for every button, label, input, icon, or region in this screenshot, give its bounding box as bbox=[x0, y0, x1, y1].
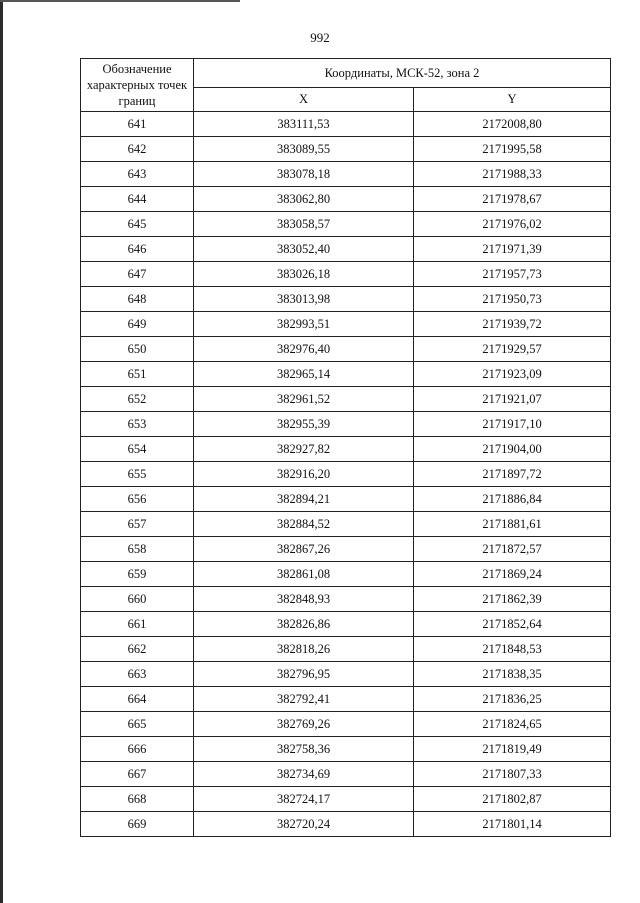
table-row bbox=[81, 312, 611, 337]
table-row bbox=[81, 362, 611, 387]
y-coordinate-cell: 2171988,33 bbox=[414, 162, 611, 187]
table-row bbox=[81, 612, 611, 637]
point-id-cell: 658 bbox=[81, 537, 194, 562]
x-coordinate-cell: 382976,40 bbox=[194, 337, 414, 362]
point-id-cell: 649 bbox=[81, 312, 194, 337]
y-coordinate-cell: 2171950,73 bbox=[414, 287, 611, 312]
x-coordinate-cell: 382961,52 bbox=[194, 387, 414, 412]
x-coordinate-cell: 382965,14 bbox=[194, 362, 414, 387]
point-id-cell: 659 bbox=[81, 562, 194, 587]
x-coordinate-cell: 383078,18 bbox=[194, 162, 414, 187]
point-id-cell: 666 bbox=[81, 737, 194, 762]
y-coordinate-cell: 2171801,14 bbox=[414, 812, 611, 837]
x-coordinate-cell: 382916,20 bbox=[194, 462, 414, 487]
table-row bbox=[81, 662, 611, 687]
y-coordinate-cell: 2171929,57 bbox=[414, 337, 611, 362]
y-coordinate-cell: 2171904,00 bbox=[414, 437, 611, 462]
table-row bbox=[81, 587, 611, 612]
x-coordinate-cell: 382769,26 bbox=[194, 712, 414, 737]
y-coordinate-cell: 2171838,35 bbox=[414, 662, 611, 687]
table-row bbox=[81, 762, 611, 787]
x-coordinate-cell: 383026,18 bbox=[194, 262, 414, 287]
point-id-cell: 667 bbox=[81, 762, 194, 787]
x-coordinate-cell: 382724,17 bbox=[194, 787, 414, 812]
y-coordinate-cell: 2171957,73 bbox=[414, 262, 611, 287]
y-coordinate-cell: 2171917,10 bbox=[414, 412, 611, 437]
table-row bbox=[81, 487, 611, 512]
x-coordinate-cell: 383058,57 bbox=[194, 212, 414, 237]
table-row bbox=[81, 737, 611, 762]
point-id-cell: 644 bbox=[81, 187, 194, 212]
y-coordinate-cell: 2171886,84 bbox=[414, 487, 611, 512]
table-row bbox=[81, 437, 611, 462]
point-id-cell: 648 bbox=[81, 287, 194, 312]
y-coordinate-cell: 2171978,67 bbox=[414, 187, 611, 212]
table-row bbox=[81, 462, 611, 487]
x-coordinate-cell: 382884,52 bbox=[194, 512, 414, 537]
scan-top-edge bbox=[0, 0, 240, 2]
y-coordinate-cell: 2171872,57 bbox=[414, 537, 611, 562]
x-coordinate-cell: 382894,21 bbox=[194, 487, 414, 512]
point-id-cell: 661 bbox=[81, 612, 194, 637]
point-id-cell: 663 bbox=[81, 662, 194, 687]
point-id-cell: 669 bbox=[81, 812, 194, 837]
y-coordinate-cell: 2171852,64 bbox=[414, 612, 611, 637]
x-coordinate-cell: 382792,41 bbox=[194, 687, 414, 712]
header-y: Y bbox=[414, 88, 611, 112]
x-coordinate-cell: 382955,39 bbox=[194, 412, 414, 437]
table-row bbox=[81, 162, 611, 187]
header-row-top bbox=[81, 59, 611, 88]
table-row bbox=[81, 562, 611, 587]
table-row bbox=[81, 712, 611, 737]
point-id-cell: 646 bbox=[81, 237, 194, 262]
table-row bbox=[81, 387, 611, 412]
x-coordinate-cell: 382848,93 bbox=[194, 587, 414, 612]
x-coordinate-cell: 382867,26 bbox=[194, 537, 414, 562]
scan-left-edge bbox=[0, 0, 3, 903]
point-id-cell: 650 bbox=[81, 337, 194, 362]
table-row bbox=[81, 412, 611, 437]
table-row bbox=[81, 337, 611, 362]
y-coordinate-cell: 2171836,25 bbox=[414, 687, 611, 712]
x-coordinate-cell: 383013,98 bbox=[194, 287, 414, 312]
x-coordinate-cell: 382927,82 bbox=[194, 437, 414, 462]
point-id-cell: 656 bbox=[81, 487, 194, 512]
table-row bbox=[81, 237, 611, 262]
table-row bbox=[81, 537, 611, 562]
point-id-cell: 657 bbox=[81, 512, 194, 537]
header-x: X bbox=[194, 88, 414, 112]
table-row bbox=[81, 687, 611, 712]
y-coordinate-cell: 2171869,24 bbox=[414, 562, 611, 587]
table-row bbox=[81, 512, 611, 537]
point-id-cell: 655 bbox=[81, 462, 194, 487]
coordinates-table bbox=[80, 58, 611, 837]
y-coordinate-cell: 2171824,65 bbox=[414, 712, 611, 737]
x-coordinate-cell: 382861,08 bbox=[194, 562, 414, 587]
table-row bbox=[81, 812, 611, 837]
y-coordinate-cell: 2171819,49 bbox=[414, 737, 611, 762]
point-id-cell: 643 bbox=[81, 162, 194, 187]
x-coordinate-cell: 382818,26 bbox=[194, 637, 414, 662]
y-coordinate-cell: 2171807,33 bbox=[414, 762, 611, 787]
y-coordinate-cell: 2171995,58 bbox=[414, 137, 611, 162]
y-coordinate-cell: 2171802,87 bbox=[414, 787, 611, 812]
point-id-cell: 668 bbox=[81, 787, 194, 812]
table-row bbox=[81, 212, 611, 237]
point-id-cell: 647 bbox=[81, 262, 194, 287]
x-coordinate-cell: 382758,36 bbox=[194, 737, 414, 762]
point-id-cell: 654 bbox=[81, 437, 194, 462]
table-row bbox=[81, 187, 611, 212]
table-row bbox=[81, 787, 611, 812]
y-coordinate-cell: 2171939,72 bbox=[414, 312, 611, 337]
point-id-cell: 645 bbox=[81, 212, 194, 237]
x-coordinate-cell: 382720,24 bbox=[194, 812, 414, 837]
table-row bbox=[81, 262, 611, 287]
table-row bbox=[81, 112, 611, 137]
x-coordinate-cell: 383052,40 bbox=[194, 237, 414, 262]
page-number: 992 bbox=[310, 30, 330, 45]
point-id-cell: 664 bbox=[81, 687, 194, 712]
y-coordinate-cell: 2171862,39 bbox=[414, 587, 611, 612]
point-id-cell: 662 bbox=[81, 637, 194, 662]
point-id-cell: 653 bbox=[81, 412, 194, 437]
y-coordinate-cell: 2171971,39 bbox=[414, 237, 611, 262]
x-coordinate-cell: 382993,51 bbox=[194, 312, 414, 337]
x-coordinate-cell: 383062,80 bbox=[194, 187, 414, 212]
point-id-cell: 642 bbox=[81, 137, 194, 162]
x-coordinate-cell: 382796,95 bbox=[194, 662, 414, 687]
point-id-cell: 651 bbox=[81, 362, 194, 387]
y-coordinate-cell: 2171923,09 bbox=[414, 362, 611, 387]
y-coordinate-cell: 2171976,02 bbox=[414, 212, 611, 237]
y-coordinate-cell: 2171848,53 bbox=[414, 637, 611, 662]
x-coordinate-cell: 383089,55 bbox=[194, 137, 414, 162]
y-coordinate-cell: 2171881,61 bbox=[414, 512, 611, 537]
point-id-cell: 641 bbox=[81, 112, 194, 137]
table-header bbox=[81, 59, 611, 112]
y-coordinate-cell: 2171897,72 bbox=[414, 462, 611, 487]
x-coordinate-cell: 382734,69 bbox=[194, 762, 414, 787]
x-coordinate-cell: 383111,53 bbox=[194, 112, 414, 137]
x-coordinate-cell: 382826,86 bbox=[194, 612, 414, 637]
table-row bbox=[81, 287, 611, 312]
header-coordinate-system: Координаты, МСК-52, зона 2 bbox=[194, 59, 611, 88]
y-coordinate-cell: 2171921,07 bbox=[414, 387, 611, 412]
table-row bbox=[81, 137, 611, 162]
point-id-cell: 665 bbox=[81, 712, 194, 737]
point-id-cell: 660 bbox=[81, 587, 194, 612]
y-coordinate-cell: 2172008,80 bbox=[414, 112, 611, 137]
point-id-cell: 652 bbox=[81, 387, 194, 412]
header-point-designation: Обозначение характерных точек границ bbox=[81, 59, 194, 112]
table-body bbox=[81, 112, 611, 837]
table-row bbox=[81, 637, 611, 662]
